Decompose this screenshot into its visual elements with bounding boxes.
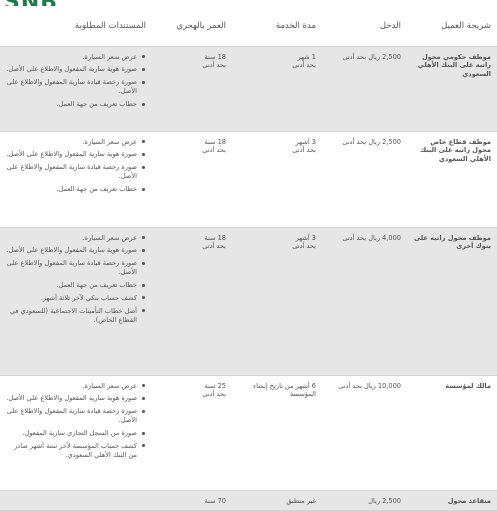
segment-cell: موظف محول راتبه على بنوك أخرى xyxy=(407,227,497,375)
table-row xyxy=(0,375,497,490)
age-value: 70 سنة xyxy=(204,496,226,505)
age-cell xyxy=(152,131,232,227)
segment-cell: مالك لمؤسسة xyxy=(407,375,497,490)
doc-item: صورة هوية سارية المفعول والاطلاع على الأصل. xyxy=(6,246,146,255)
doc-item: خطاب تعريف من جهة العمل. xyxy=(6,281,146,290)
service-cell xyxy=(232,227,322,375)
doc-item: صورة من السجل التجاري سارية المفعول. xyxy=(6,429,146,438)
doc-item: عرض سعر السيارة. xyxy=(6,234,146,243)
service-value: 6 أشهر من تاريخ إنشاء المؤسسة xyxy=(253,381,316,399)
age-note: بحد أدنى xyxy=(202,390,226,399)
service-cell xyxy=(232,490,322,510)
service-value: 3 أشهر xyxy=(295,233,316,242)
doc-item: صورة رخصة قيادة سارية المفعول والاطلاع على الأصل. xyxy=(6,163,146,181)
age-cell xyxy=(152,46,232,131)
service-value: 3 أشهر xyxy=(295,137,316,146)
income-cell: 2,500 ريال بحد أدنى xyxy=(322,46,407,131)
segment-cell: موظف حكومي محول راتبه على البنك الأهلي السعودي xyxy=(407,46,497,131)
docs-cell xyxy=(0,131,152,227)
header-age: العمر بالهجري xyxy=(152,6,232,46)
doc-item: صورة رخصة قيادة سارية المفعول والاطلاع على الأصل. xyxy=(6,259,146,277)
table-row xyxy=(0,131,497,227)
age-value: 18 سنة xyxy=(204,233,226,242)
service-value: 1 شهر xyxy=(297,52,316,61)
doc-item: عرض سعر السيارة. xyxy=(6,138,146,147)
income-cell: 2,500 ريال بحد أدنى xyxy=(322,131,407,227)
doc-item: كشف حساب المؤسسة لآخر ستة أشهر صادر من البنك الأهلي السعودي. xyxy=(6,442,146,460)
doc-item: صورة رخصة قيادة سارية المفعول والاطلاع على الأصل. xyxy=(6,407,146,425)
doc-item: خطاب تعريف من جهة العمل. xyxy=(6,100,146,109)
age-cell xyxy=(152,490,232,510)
service-note: بحد أدنى xyxy=(292,242,316,251)
age-note: بحد أدنى xyxy=(202,61,226,70)
header-income: الدخل xyxy=(322,6,407,46)
service-cell xyxy=(232,375,322,490)
docs-cell xyxy=(0,46,152,131)
doc-item: صورة هوية سارية المفعول والاطلاع على الأصل. xyxy=(6,394,146,403)
doc-item: كشف حساب بنكي لآخر ثلاثة أشهر. xyxy=(6,294,146,303)
docs-cell xyxy=(0,490,152,510)
table-row xyxy=(0,490,497,510)
age-cell xyxy=(152,375,232,490)
doc-item: خطاب تعريف من جهة العمل. xyxy=(6,185,146,194)
header-segment: شريحة العميل xyxy=(407,6,497,46)
doc-item: صورة رخصة قيادة سارية المفعول والاطلاع على الأصل. xyxy=(6,78,146,96)
age-note: بحد أدنى xyxy=(202,242,226,251)
doc-item: أصل خطاب التأمينات الاجتماعية (للسعودي في القطاع الخاص). xyxy=(6,307,146,325)
table-row xyxy=(0,46,497,131)
docs-list xyxy=(6,138,146,194)
doc-item: صورة هوية سارية المفعول والاطلاع على الأصل. xyxy=(6,150,146,159)
table-row xyxy=(0,227,497,375)
header-docs: المستندات المطلوبة xyxy=(0,6,152,46)
income-cell: 4,000 ريال بحد أدنى xyxy=(322,227,407,375)
service-cell xyxy=(232,131,322,227)
age-value: 25 سنة xyxy=(204,381,226,390)
doc-item: عرض سعر السيارة. xyxy=(6,53,146,62)
table-header-row xyxy=(0,6,497,46)
income-cell: 10,000 ريال بحد أدنى xyxy=(322,375,407,490)
age-note: بحد أدنى xyxy=(202,146,226,155)
docs-cell xyxy=(0,375,152,490)
segment-cell: موظف قطاع خاص محول راتبه على البنك الأهلي السعودي xyxy=(407,131,497,227)
service-note: بحد أدنى xyxy=(292,61,316,70)
docs-cell xyxy=(0,227,152,375)
segment-cell: متقاعد محول xyxy=(407,490,497,510)
requirements-table xyxy=(0,6,497,511)
header-service: مدة الخدمة xyxy=(232,6,322,46)
age-cell xyxy=(152,227,232,375)
age-value: 18 سنة xyxy=(204,52,226,61)
doc-item: صورة هوية سارية المفعول والاطلاع على الأصل. xyxy=(6,65,146,74)
age-value: 18 سنة xyxy=(204,137,226,146)
income-cell: 2,500 ريال xyxy=(322,490,407,510)
docs-list xyxy=(6,53,146,109)
doc-item: عرض سعر السيارة. xyxy=(6,382,146,391)
service-note: بحد أدنى xyxy=(292,146,316,155)
service-value: غير منطبق xyxy=(286,496,316,505)
docs-list xyxy=(6,234,146,325)
service-cell xyxy=(232,46,322,131)
docs-list xyxy=(6,382,146,460)
